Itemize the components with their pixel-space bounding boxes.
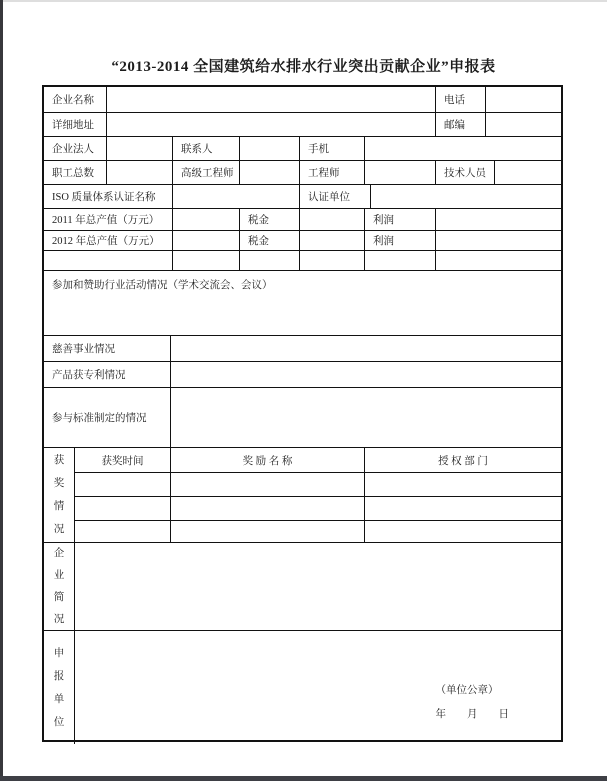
row-output-extra xyxy=(44,250,561,270)
technician-label: 技术人员 xyxy=(435,161,494,184)
output-2011-label: 2011 年总产值（万元） xyxy=(52,215,160,226)
postcode-field xyxy=(485,113,561,136)
section-company-profile xyxy=(44,542,561,630)
awards-col-authority: 授 权 部 门 xyxy=(364,448,561,472)
awards-header-row xyxy=(75,448,561,472)
section-applicant xyxy=(44,630,561,744)
page-left-edge xyxy=(0,0,3,781)
contact-person-label: 联系人 xyxy=(172,137,239,160)
extra-field-5 xyxy=(364,251,435,270)
patents-label: 产品获专利情况 xyxy=(52,370,126,381)
award-3-time-field xyxy=(75,521,170,543)
awards-vertical-label xyxy=(44,448,75,542)
output-2011-field xyxy=(172,209,239,230)
staff-total-field xyxy=(106,161,172,184)
profile-vertical-label xyxy=(44,543,75,630)
row-iso xyxy=(44,184,561,208)
seal-date-block xyxy=(436,679,510,727)
seal-note: （单位公章） xyxy=(435,685,499,696)
address-label: 详细地址 xyxy=(52,120,94,131)
industry-activities-label: 参加和赞助行业活动情况（学术交流会、会议） xyxy=(52,280,273,291)
applicant-vertical-label-text: 申报单位 xyxy=(53,647,65,728)
engineer-label: 工程师 xyxy=(299,161,364,184)
row-legal-person xyxy=(44,136,561,160)
engineer-field xyxy=(364,161,435,184)
award-2-time-field xyxy=(75,497,170,520)
output-2012-field xyxy=(172,231,239,250)
award-2-authority-field xyxy=(364,497,561,520)
tax-2012-label: 税金 xyxy=(239,231,299,250)
row-patents xyxy=(44,361,561,387)
iso-cert-label: ISO 质量体系认证名称 xyxy=(52,192,156,203)
extra-field-1 xyxy=(44,251,172,270)
legal-person-field xyxy=(106,137,172,160)
phone-field xyxy=(485,87,561,112)
awards-row-1 xyxy=(75,472,561,496)
awards-vertical-label-text: 获奖情况 xyxy=(53,455,65,535)
awards-row-2 xyxy=(75,496,561,520)
phone-label: 电话 xyxy=(435,87,485,112)
postcode-label: 邮编 xyxy=(435,113,485,136)
date-line: 年 月 日 xyxy=(435,709,509,720)
application-form-table xyxy=(42,85,563,742)
section-awards xyxy=(44,447,561,542)
patents-field xyxy=(170,362,561,387)
row-output-2012 xyxy=(44,230,561,250)
contact-person-field xyxy=(239,137,299,160)
mobile-label: 手机 xyxy=(299,137,364,160)
senior-engineer-field xyxy=(239,161,299,184)
page-top-edge xyxy=(0,0,607,2)
form-title: “2013-2014 全国建筑给水排水行业突出贡献企业”申报表 xyxy=(111,59,496,75)
tax-2011-label: 税金 xyxy=(239,209,299,230)
cert-unit-label: 认证单位 xyxy=(299,185,370,208)
row-output-2011 xyxy=(44,208,561,230)
iso-cert-field xyxy=(172,185,299,208)
row-charity xyxy=(44,335,561,361)
award-3-name-field xyxy=(170,521,364,543)
award-3-authority-field xyxy=(364,521,561,543)
extra-field-6 xyxy=(435,251,561,270)
technician-field xyxy=(494,161,561,184)
company-name-field xyxy=(106,87,435,112)
company-name-label: 企业名称 xyxy=(52,95,94,106)
senior-engineer-label: 高级工程师 xyxy=(172,161,239,184)
output-2012-label: 2012 年总产值（万元） xyxy=(52,236,160,247)
cert-unit-field xyxy=(370,185,561,208)
tax-2011-field xyxy=(299,209,364,230)
award-1-time-field xyxy=(75,473,170,496)
legal-person-label: 企业法人 xyxy=(52,144,94,155)
awards-col-time: 获奖时间 xyxy=(101,455,144,467)
applicant-vertical-label xyxy=(44,631,75,744)
applicant-field xyxy=(75,631,561,744)
award-1-name-field xyxy=(170,473,364,496)
award-2-name-field xyxy=(170,497,364,520)
row-standards xyxy=(44,387,561,447)
charity-field xyxy=(170,336,561,361)
extra-field-4 xyxy=(299,251,364,270)
address-field xyxy=(106,113,435,136)
standards-label: 参与标准制定的情况 xyxy=(52,413,147,424)
mobile-field xyxy=(364,137,561,160)
awards-grid xyxy=(75,448,561,542)
charity-label: 慈善事业情况 xyxy=(52,344,115,355)
profile-field xyxy=(75,543,561,630)
profit-2011-field xyxy=(435,209,561,230)
staff-total-label: 职工总数 xyxy=(52,168,94,179)
row-address xyxy=(44,112,561,136)
profit-2012-field xyxy=(435,231,561,250)
profit-2011-label: 利润 xyxy=(364,209,435,230)
row-industry-activities xyxy=(44,270,561,335)
tax-2012-field xyxy=(299,231,364,250)
extra-field-3 xyxy=(239,251,299,270)
awards-col-name: 奖 励 名 称 xyxy=(170,448,364,472)
extra-field-2 xyxy=(172,251,239,270)
award-1-authority-field xyxy=(364,473,561,496)
profile-vertical-label-text: 企业简况 xyxy=(53,547,65,625)
profit-2012-label: 利润 xyxy=(364,231,435,250)
awards-row-3 xyxy=(75,520,561,543)
row-company-name xyxy=(44,87,561,112)
page-bottom-edge xyxy=(0,776,607,781)
standards-field xyxy=(170,388,561,447)
row-staff xyxy=(44,160,561,184)
